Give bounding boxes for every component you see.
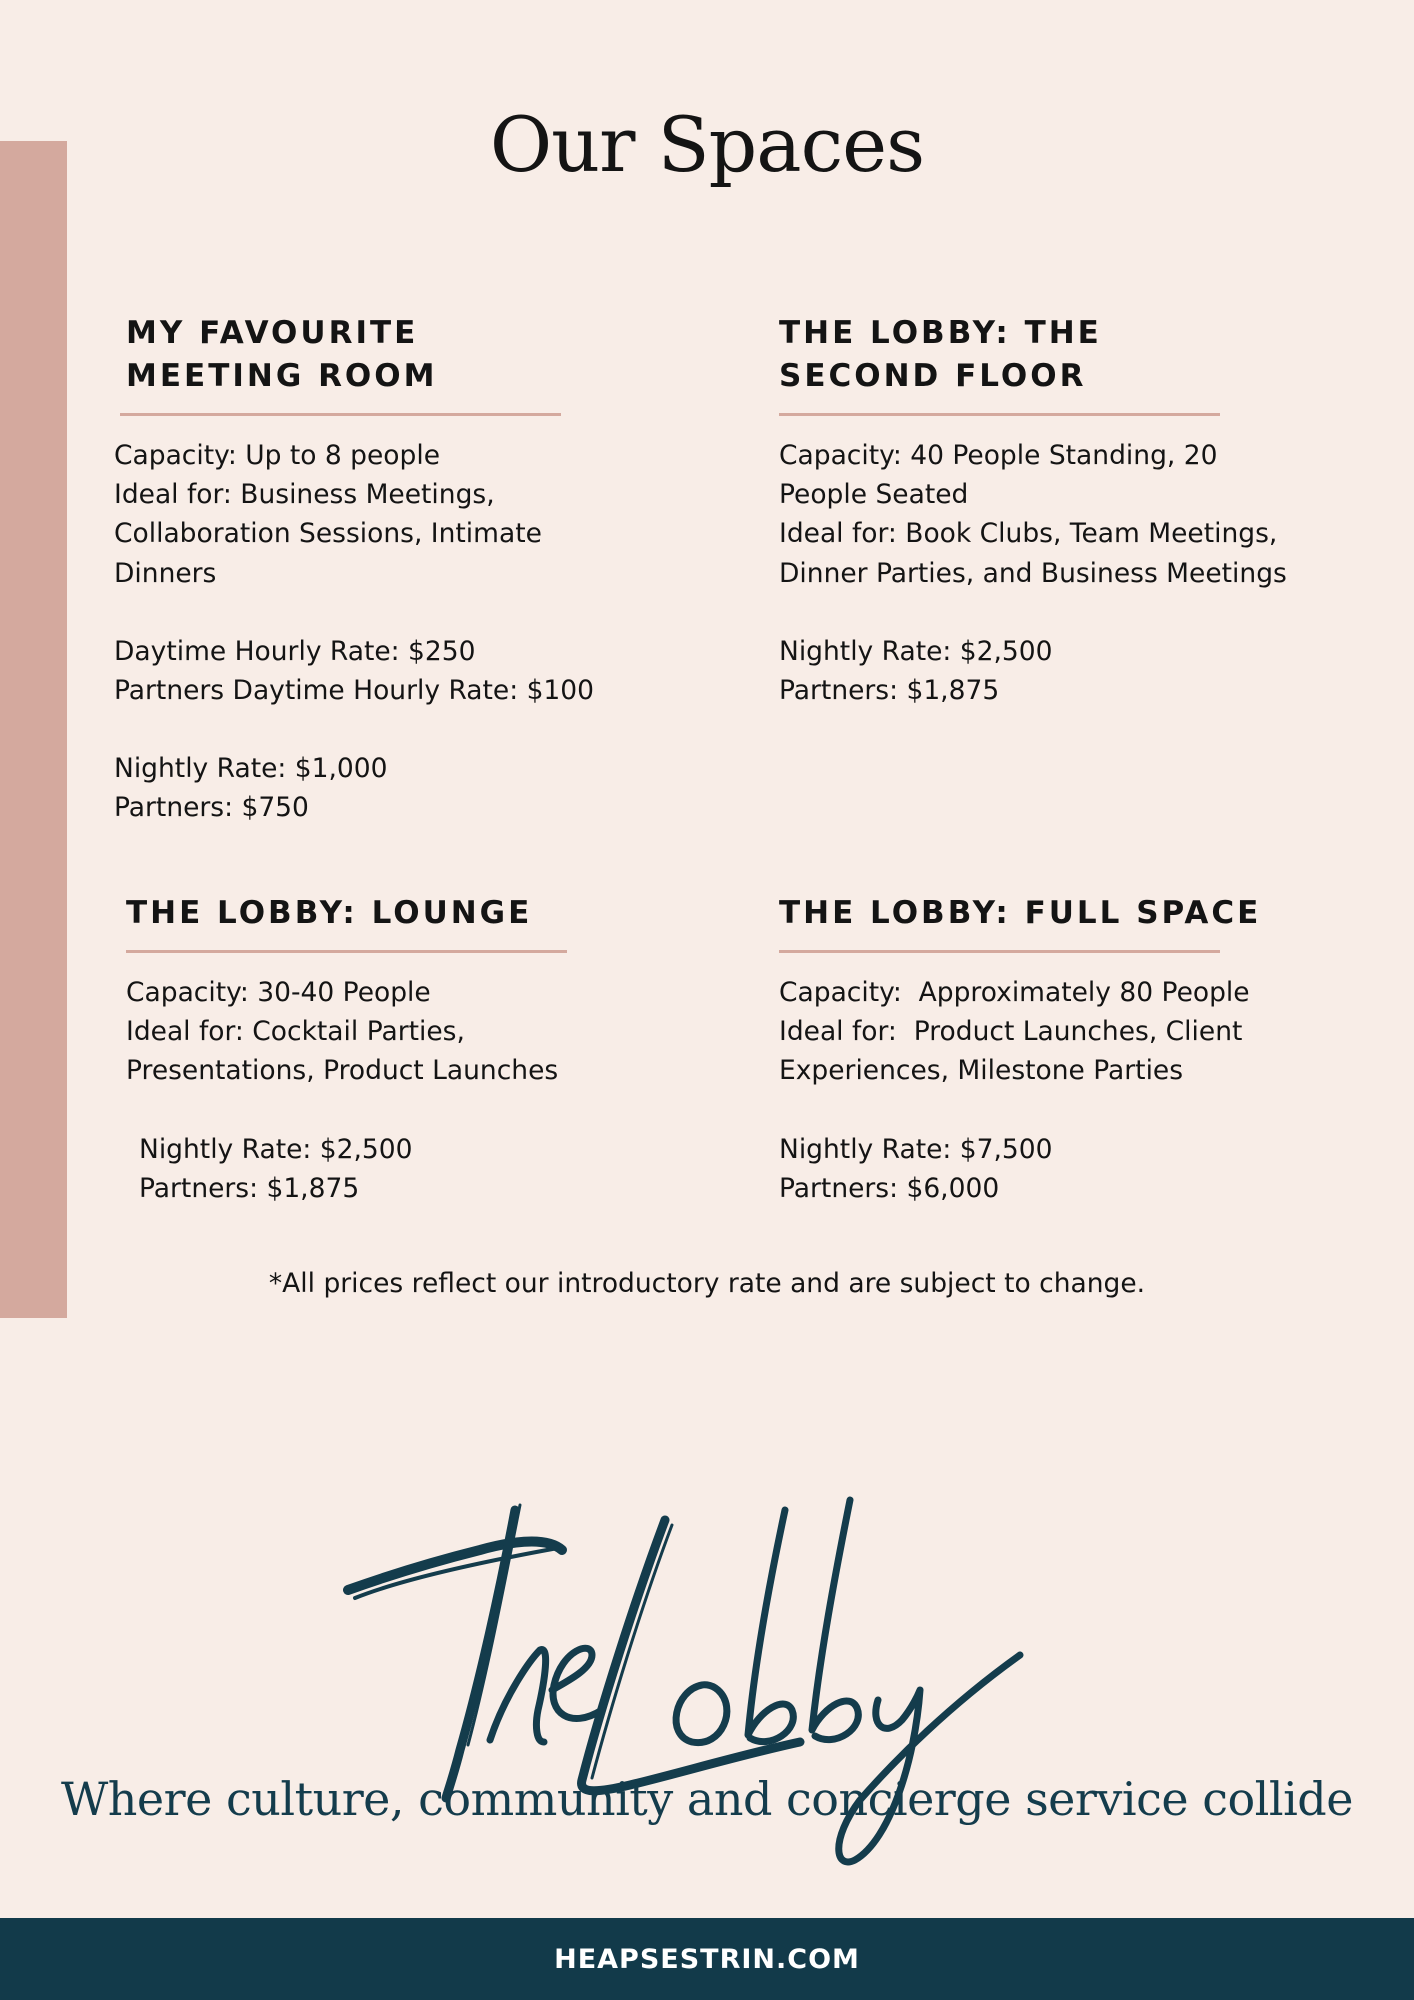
space-heading-line: MEETING ROOM: [126, 358, 438, 394]
partners-rate: Partners: $1,875: [139, 1172, 360, 1204]
space-heading: [120, 892, 640, 935]
space-details: [120, 973, 640, 1208]
ideal-for-text: Collaboration Sessions, Intimate: [114, 518, 542, 550]
space-card-lounge: [120, 892, 640, 1208]
capacity-text: Capacity: Approximately 80 People: [779, 977, 1250, 1008]
ideal-for-text: Ideal for: Product Launches, Client: [779, 1016, 1243, 1048]
ideal-for-text: Dinner Parties, and Business Meetings: [779, 557, 1287, 589]
partners-rate: Partners: $1,875: [779, 675, 1000, 707]
capacity-text: People Seated: [779, 479, 969, 511]
space-heading: [779, 312, 1339, 398]
daytime-rate: Daytime Hourly Rate: $250: [114, 635, 476, 667]
website-link[interactable]: HEAPSESTRIN.COM: [554, 1943, 860, 1975]
space-heading-line: THE LOBBY: LOUNGE: [126, 895, 533, 931]
heading-divider: [120, 413, 561, 416]
nightly-rate: Nightly Rate: $2,500: [139, 1133, 413, 1165]
footer-bar: [0, 1918, 1414, 2000]
space-heading: [120, 312, 640, 398]
space-heading-line: SECOND FLOOR: [779, 358, 1087, 394]
space-details: [114, 436, 640, 828]
capacity-text: Capacity: Up to 8 people: [114, 440, 441, 471]
ideal-for-text: Presentations, Product Launches: [126, 1055, 559, 1087]
space-heading-line: THE LOBBY: THE: [779, 315, 1102, 351]
decorative-side-bar: [0, 141, 67, 1318]
capacity-text: Capacity: 40 People Standing, 20: [779, 440, 1218, 471]
space-card-second-floor: [779, 312, 1339, 710]
space-heading-line: THE LOBBY: FULL SPACE: [779, 895, 1262, 931]
ideal-for-text: Experiences, Milestone Parties: [779, 1055, 1184, 1087]
pricing-disclaimer: *All prices reflect our introductory rate and are subject to change.: [268, 1268, 1146, 1299]
partners-rate: Partners: $750: [114, 792, 309, 824]
space-details: [779, 973, 1339, 1208]
space-card-full-space: [779, 892, 1339, 1208]
space-details: [779, 436, 1339, 710]
nightly-rate: Nightly Rate: $1,000: [114, 753, 388, 785]
partners-daytime-rate: Partners Daytime Hourly Rate: $100: [114, 675, 595, 707]
page-title: Our Spaces: [489, 100, 925, 189]
ideal-for-text: Ideal for: Business Meetings,: [114, 479, 495, 511]
nightly-rate: Nightly Rate: $2,500: [779, 635, 1053, 667]
heading-divider: [779, 950, 1220, 953]
ideal-for-text: Dinners: [114, 557, 217, 589]
nightly-rate: Nightly Rate: $7,500: [779, 1133, 1053, 1165]
heading-divider: [126, 950, 567, 953]
capacity-text: Capacity: 30-40 People: [126, 977, 431, 1008]
partners-rate: Partners: $6,000: [779, 1172, 1000, 1204]
ideal-for-text: Ideal for: Book Clubs, Team Meetings,: [779, 518, 1278, 550]
space-card-meeting-room: [114, 312, 640, 828]
heading-divider: [779, 413, 1220, 416]
space-heading-line: MY FAVOURITE: [126, 315, 419, 351]
ideal-for-text: Ideal for: Cocktail Parties,: [126, 1016, 465, 1048]
tagline: Where culture, community and concierge service collide: [61, 1772, 1353, 1826]
space-heading: [779, 892, 1339, 935]
